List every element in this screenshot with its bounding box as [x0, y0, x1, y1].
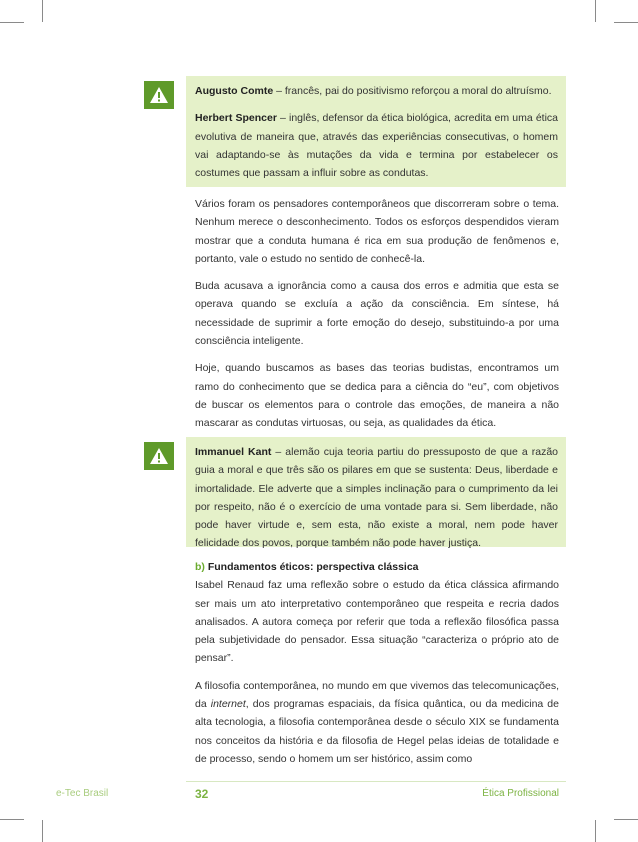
- footer-series: e-Tec Brasil: [56, 788, 109, 799]
- body-text: [195, 195, 559, 433]
- note-text: – alemão cuja teoria partiu do pressuposto de que a razão guia a moral e que três são os pilares em que se sustenta: Deus, liberdade e imortalidade. Ele adverte que a simples inclinação para o cumprimento da lei por respeito, não é o exercício de uma vontade para si. Sem liberdade, não pode haver virtude e, sem esta, não existe a moral, nem pode haver felicidade dos povos, porque também não pode haver justiça.: [195, 446, 559, 550]
- note-name: Augusto Comte: [195, 85, 274, 97]
- note-paragraph: [195, 109, 558, 182]
- warning-icon: [144, 442, 174, 470]
- paragraph: [195, 677, 559, 768]
- warning-icon: [144, 81, 174, 109]
- footer-title: Ética Profissional: [482, 788, 559, 799]
- note-name: Herbert Spencer: [195, 112, 277, 125]
- note-box: [186, 437, 566, 550]
- section-heading: [195, 558, 559, 668]
- paragraph: Buda acusava a ignorância como a causa dos erros e admitia que esta se operava quando se excluía a ação da consciência. Em síntese, há necessidade de suprimir a forte emoção do desejo, substituindo-a por uma consciência inteligente.: [195, 280, 559, 348]
- crop-mark: [595, 0, 596, 22]
- note-text: – francês, pai do positivismo reforçou a moral do altruísmo.: [273, 85, 552, 97]
- crop-mark: [595, 820, 596, 842]
- crop-mark: [614, 22, 638, 23]
- crop-mark: [42, 820, 43, 842]
- paragraph-text: A filosofia contemporânea, no mundo em que vivemos das telecomunicações, da: [195, 679, 559, 711]
- section-letter: b): [195, 561, 205, 573]
- section-paragraph: Isabel Renaud faz uma reflexão sobre o estudo da ética clássica afirmando ser mais um ato interpretativo contemporâneo que respeita e recria dados analisados. A autora começa por referir que toda a reflexão filosófica passa pela subjetividade do pensador. Essa situação “caracteriza o próprio ato de pensar”.: [195, 579, 559, 665]
- note-paragraph: [195, 443, 558, 553]
- note-name: Immanuel Kant: [195, 446, 272, 458]
- footer-divider: [186, 781, 566, 782]
- paragraph-text: , dos programas espaciais, da física quântica, ou da medicina de alta tecnologia, a filosofia contemporânea desde o século XIX se fundamenta nos conceitos da história e da filosofia de Hegel pelas ideias de totalidade e de processo, sendo o homem um ser histórico, assim como: [195, 698, 559, 765]
- section-title: Fundamentos éticos: perspectiva clássica: [207, 561, 419, 573]
- crop-mark: [42, 0, 43, 22]
- note-text: – inglês, defensor da ética biológica, acredita em uma ética evolutiva de maneira que, através das experiências consecutivas, o homem vai adaptando-se às mutações da vida e termina por estabelecer os costumes que passam a influir sobre as condutas.: [195, 112, 559, 180]
- emphasis: internet: [210, 698, 246, 711]
- note-paragraph: [195, 82, 558, 100]
- section-block: [195, 558, 559, 768]
- crop-mark: [0, 22, 24, 23]
- crop-mark: [0, 819, 24, 820]
- paragraph: Vários foram os pensadores contemporâneos que discorreram sobre o tema. Nenhum merece o desconhecimento. Todos os esforços despendidos vieram mostrar que a conduta humana é rica em sua produção de fenômenos e, portanto, vale o estudo no sentido de conhecê-la.: [195, 198, 559, 265]
- page-number: 32: [195, 787, 209, 801]
- crop-mark: [614, 819, 638, 820]
- note-box: [186, 76, 566, 187]
- paragraph: Hoje, quando buscamos as bases das teorias budistas, encontramos um ramo do conhecimento que se dedica para a ciência do “eu”, com objetivos de buscar os elementos para o controle das emoções, de maneira a não mascarar as condutas virtuosas, ou seja, as qualidades da ética.: [195, 362, 559, 430]
